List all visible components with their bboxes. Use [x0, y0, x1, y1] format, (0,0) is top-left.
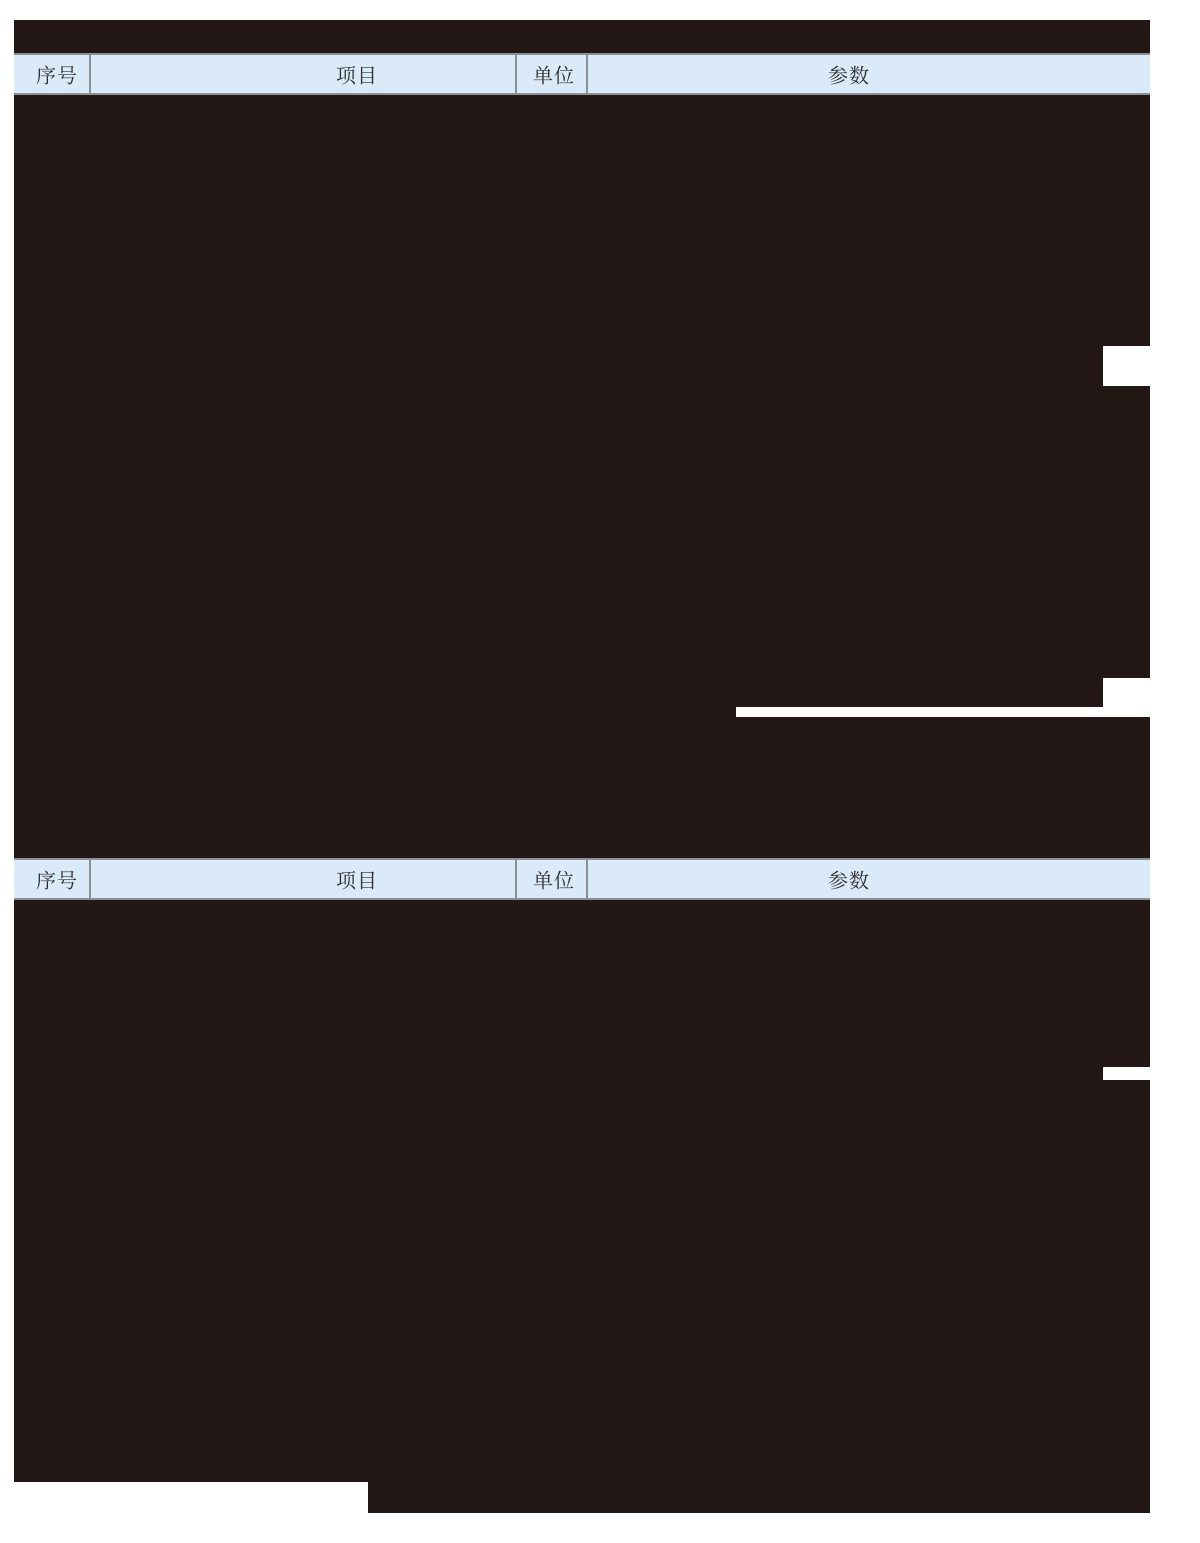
- redaction-gap: [1103, 346, 1150, 386]
- table1-header-parameter: 参数: [828, 65, 870, 88]
- column-divider: [586, 860, 588, 898]
- column-divider: [89, 860, 91, 898]
- table1-redacted-body: [14, 95, 1150, 858]
- table1-header-serial: 序号: [36, 65, 78, 88]
- column-divider: [89, 55, 91, 93]
- table2-redacted-body: [14, 900, 1150, 1513]
- table2-header-item: 项目: [336, 870, 378, 893]
- table1-header-item: 项目: [336, 65, 378, 88]
- table2-header-row: [14, 858, 1150, 900]
- column-divider: [515, 860, 517, 898]
- column-divider: [515, 55, 517, 93]
- table2-header-unit: 单位: [533, 870, 575, 893]
- redacted-title-bar: [14, 20, 1150, 53]
- redaction-gap: [14, 1482, 368, 1513]
- table2-header-parameter: 参数: [828, 870, 870, 893]
- redaction-gap: [736, 707, 1150, 717]
- table2-header-serial: 序号: [36, 870, 78, 893]
- table1-header-row: [14, 53, 1150, 95]
- redaction-gap: [1103, 678, 1150, 707]
- table1-header-unit: 单位: [533, 65, 575, 88]
- column-divider: [586, 55, 588, 93]
- redaction-gap: [1103, 1067, 1150, 1080]
